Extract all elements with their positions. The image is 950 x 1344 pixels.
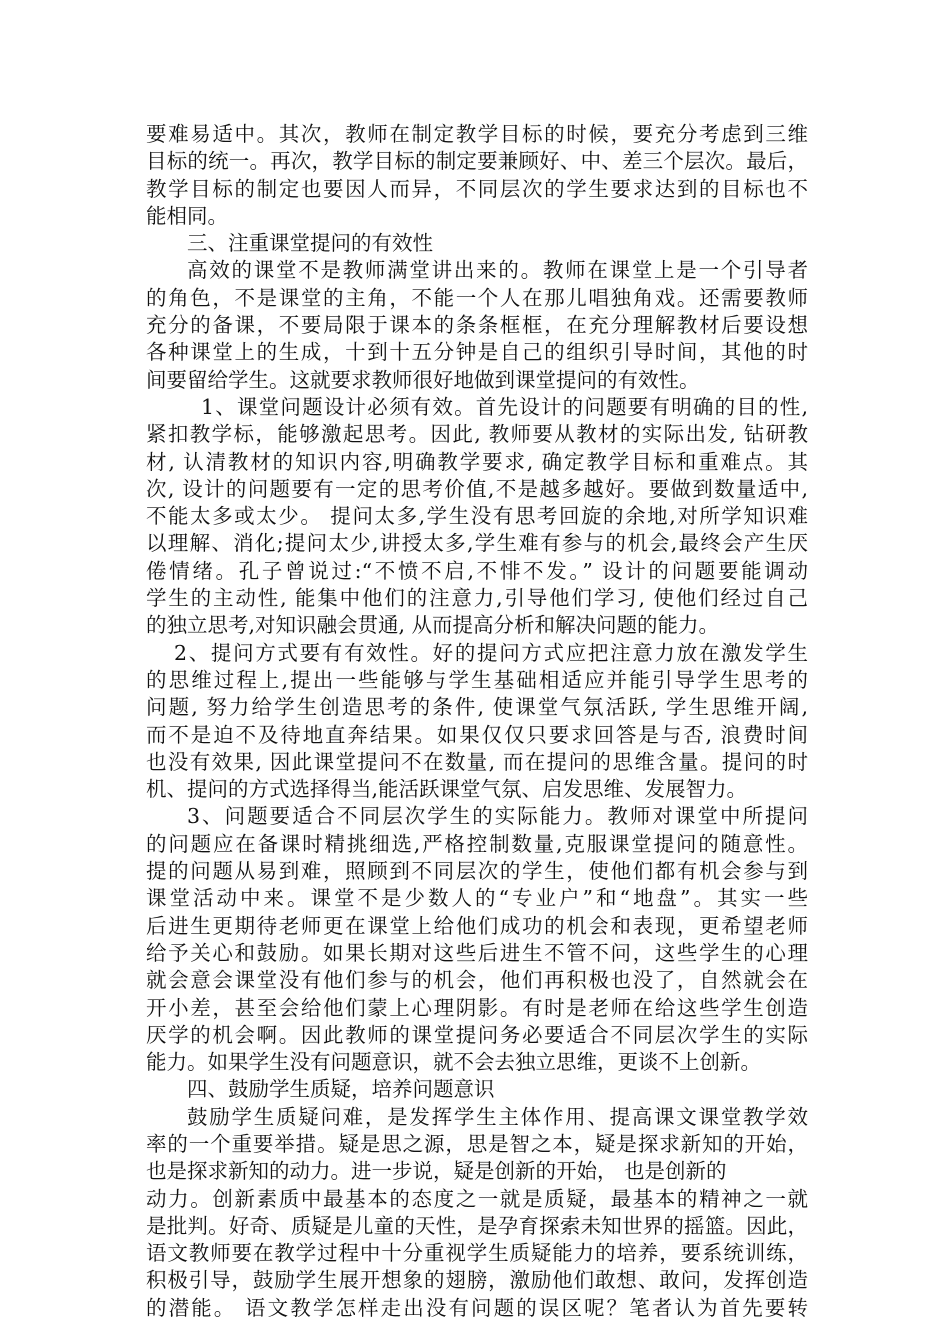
text-line: 率的一个重要举措。疑是思之源，思是智之本，疑是探求新知的开始， <box>146 1131 808 1156</box>
text-line: 高效的课堂不是教师满堂讲出来的。教师在课堂上是一个引导者 <box>187 258 808 283</box>
text-line: 给予关心和鼓励。如果长期对这些后进生不管不问，这些学生的心理 <box>146 940 808 965</box>
text-line: 课堂活动中来。课堂不是少数人的“专业户”和“地盘”。其实一些 <box>146 886 808 911</box>
text-line: 以理解、消化;提问太少,讲授太多,学生难有参与的机会,最终会产生厌 <box>146 531 808 556</box>
text-line: 目标的统一。再次，教学目标的制定要兼顾好、中、差三个层次。最后， <box>146 149 808 174</box>
text-line: 1、课堂问题设计必须有效。首先设计的问题要有明确的目的性, <box>201 394 808 419</box>
text-line: 间要留给学生。这就要求教师很好地做到课堂提问的有效性。 <box>146 367 700 392</box>
text-line: 三、注重课堂提问的有效性 <box>187 231 433 256</box>
text-line: 2、提问方式要有有效性。好的提问方式应把注意力放在激发学生 <box>174 640 808 665</box>
text-line: 提的问题从易到难，照顾到不同层次的学生，使他们都有机会参与到 <box>146 859 808 884</box>
text-line: 后进生更期待老师更在课堂上给他们成功的机会和表现，更希望老师 <box>146 913 808 938</box>
text-line: 的思维过程上,提出一些能够与学生基础相适应并能引导学生思考的 <box>146 667 808 692</box>
text-line: 充分的备课，不要局限于课本的条条框框，在充分理解教材后要设想 <box>146 313 808 338</box>
text-line: 各种课堂上的生成，十到十五分钟是自己的组织引导时间，其他的时 <box>146 340 808 365</box>
text-line: 语文教师要在教学过程中十分重视学生质疑能力的培养，要系统训练， <box>146 1241 808 1266</box>
text-line: 的问题应在备课时精挑细选,严格控制数量,克服课堂提问的随意性。 <box>146 831 808 856</box>
text-line: 也没有效果, 因此课堂提问不在数量, 而在提问的思维含量。提问的时 <box>146 749 808 774</box>
text-line: 的潜能。 语文教学怎样走出没有问题的误区呢？笔者认为首先要转 <box>146 1295 808 1320</box>
text-line: 不能太多或太少。 提问太多,学生没有思考回旋的余地,对所学知识难 <box>146 504 808 529</box>
text-line: 倦情绪。孔子曾说过:“不愤不启,不悱不发。” 设计的问题要能调动 <box>146 558 808 583</box>
text-line: 开小差，甚至会给他们蒙上心理阴影。有时是老师在给这些学生创造 <box>146 995 808 1020</box>
text-line: 的独立思考,对知识融会贯通, 从而提高分析和解决问题的能力。 <box>146 613 720 638</box>
text-line: 要难易适中。其次，教师在制定教学目标的时候，要充分考虑到三维 <box>146 122 808 146</box>
text-line: 教学目标的制定也要因人而异，不同层次的学生要求达到的目标也不 <box>146 176 808 201</box>
text-line: 材, 认清教材的知识内容,明确教学要求, 确定教学目标和重难点。其 <box>146 449 808 474</box>
text-line: 的角色，不是课堂的主角，不能一个人在那儿唱独角戏。还需要教师 <box>146 285 808 310</box>
text-line: 动力。创新素质中最基本的态度之一就是质疑，最基本的精神之一就 <box>146 1186 808 1211</box>
text-line: 鼓励学生质疑问难，是发挥学生主体作用、提高课文课堂教学效 <box>187 1104 808 1129</box>
document-body <box>146 121 808 1322</box>
text-line: 积极引导，鼓励学生展开想象的翅膀，激励他们敢想、敢问，发挥创造 <box>146 1268 808 1293</box>
text-line: 能力。如果学生没有问题意识，就不会去独立思维，更谈不上创新。 <box>146 1050 761 1075</box>
text-line: 3、问题要适合不同层次学生的实际能力。教师对课堂中所提问 <box>187 804 808 829</box>
text-line: 也是探求新知的动力。进一步说，疑是创新的开始， 也是创新的 <box>146 1159 727 1184</box>
text-line: 而不是迫不及待地直奔结果。如果仅仅只要求回答是与否, 浪费时间 <box>146 722 808 747</box>
text-line: 学生的主动性, 能集中他们的注意力,引导他们学习, 使他们经过自己 <box>146 586 808 611</box>
text-line: 就会意会课堂没有他们参与的机会，他们再积极也没了，自然就会在 <box>146 968 808 993</box>
text-line: 是批判。好奇、质疑是儿童的天性，是孕育探索未知世界的摇篮。因此， <box>146 1213 808 1238</box>
text-line: 次, 设计的问题要有一定的思考价值,不是越多越好。要做到数量适中, <box>146 476 808 501</box>
text-line: 厌学的机会啊。因此教师的课堂提问务必要适合不同层次学生的实际 <box>146 1022 808 1047</box>
text-line: 问题, 努力给学生创造思考的条件, 使课堂气氛活跃, 学生思维开阔, <box>146 695 808 720</box>
text-line: 机、提问的方式选择得当,能活跃课堂气氛、启发思维、发展智力。 <box>146 777 748 802</box>
text-line: 紧扣教学标，能够激起思考。因此, 教师要从教材的实际出发, 钻研教 <box>146 422 808 447</box>
text-line: 能相同。 <box>146 203 228 228</box>
text-line: 四、鼓励学生质疑，培养问题意识 <box>187 1077 495 1102</box>
